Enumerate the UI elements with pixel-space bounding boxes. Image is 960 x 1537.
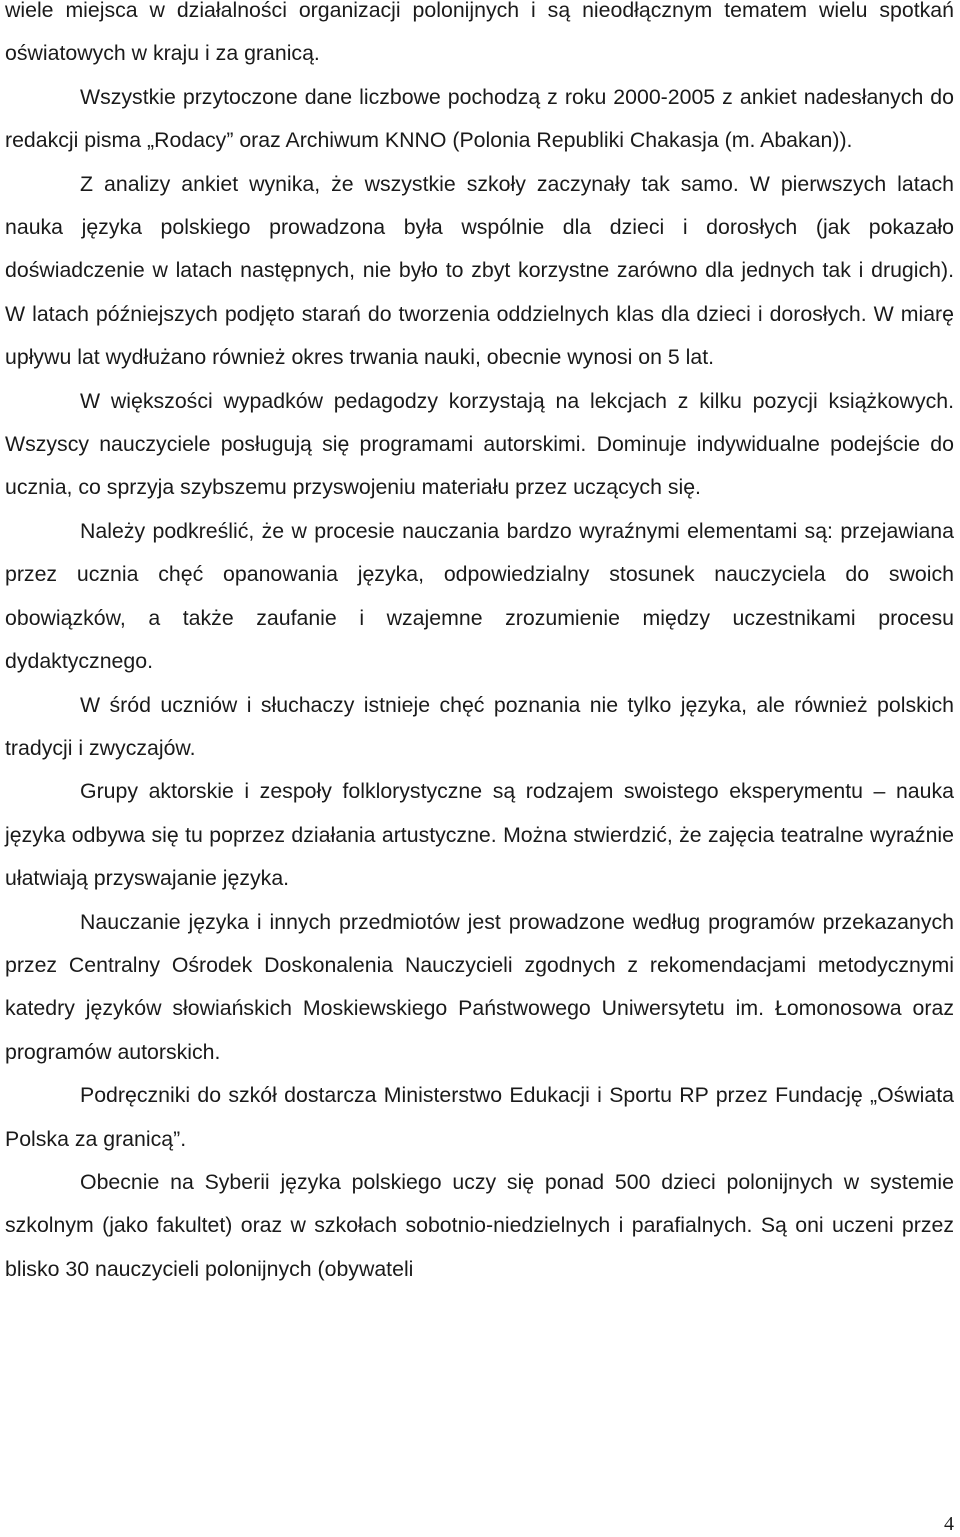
paragraph-continuation: wiele miejsca w działalności organizacji polonijnych i są nieodłącznym tematem wielu spotkań oświatowych w kraju i za granicą. bbox=[5, 0, 954, 66]
paragraph-theatre-groups: Grupy aktorskie i zespoły folklorystyczne są rodzajem swoistego eksperymentu – nauka języka odbywa się tu poprzez działania artustyczne. Można stwierdzić, że zajęcia teatralne wyraźnie ułatwiają przyswajanie języka. bbox=[5, 779, 954, 891]
paragraph-textbooks: Podręczniki do szkół dostarcza Ministerstwo Edukacji i Sportu RP przez Fundację „Oświata Polska za granicą”. bbox=[5, 1083, 954, 1151]
paragraph-survey-analysis: Z analizy ankiet wynika, że wszystkie szkoły zaczynały tak samo. W pierwszych latach nauka języka polskiego prowadzona była wspólnie dla dzieci i dorosłych (jak pokazało doświadczenie w latach następnych, nie było to zbyt korzystne zarówno dla jednych tak i drugich). W latach późniejszych podjęto starań do tworzenia oddzielnych klas dla dzieci i dorosłych. W miarę upływu lat wydłużano również okres trwania nauki, obecnie wynosi on 5 lat. bbox=[5, 171, 954, 370]
body-text bbox=[5, 0, 954, 1291]
paragraph-teaching-materials: W większości wypadków pedagodzy korzystają na lekcjach z kilku pozycji książkowych. Wszyscy nauczyciele posługują się programami autorskimi. Dominuje indywidualne podejście do ucznia, co sprzyja szybszemu przyswojeniu materiału przez uczących się. bbox=[5, 388, 954, 500]
paragraph-curricula: Nauczanie języka i innych przedmiotów jest prowadzone według programów przekazanych przez Centralny Ośrodek Doskonalenia Nauczycieli zgodnych z rekomendacjami metodycznymi katedry języków słowiańskich Moskiewskiego Państwowego Uniwersytetu im. Łomonosowa oraz programów autorskich. bbox=[5, 909, 954, 1064]
paragraph-traditions: W śród uczniów i słuchaczy istnieje chęć poznania nie tylko języka, ale również polskich tradycji i zwyczajów. bbox=[5, 692, 954, 760]
paragraph-data-source: Wszystkie przytoczone dane liczbowe pochodzą z roku 2000-2005 z ankiet nadesłanych do redakcji pisma „Rodacy” oraz Archiwum KNNO (Polonia Republiki Chakasja (m. Abakan)). bbox=[5, 84, 954, 153]
paragraph-teaching-process: Należy podkreślić, że w procesie nauczania bardzo wyraźnymi elementami są: przejawiana przez ucznia chęć opanowania języka, odpowiedzialny stosunek nauczyciela do swoich obowiązków, a także zaufanie i wzajemne zrozumienie między uczestnikami procesu dydaktycznego. bbox=[5, 518, 954, 674]
paragraph-siberia-students: Obecnie na Syberii języka polskiego uczy się ponad 500 dzieci polonijnych w systemie szkolnym (jako fakultet) oraz w szkołach sobotnio-niedzielnych i parafialnych. Są oni uczeni przez blisko 30 nauczycieli polonijnych (obywateli bbox=[5, 1169, 954, 1281]
page-number: 4 bbox=[944, 1513, 954, 1535]
